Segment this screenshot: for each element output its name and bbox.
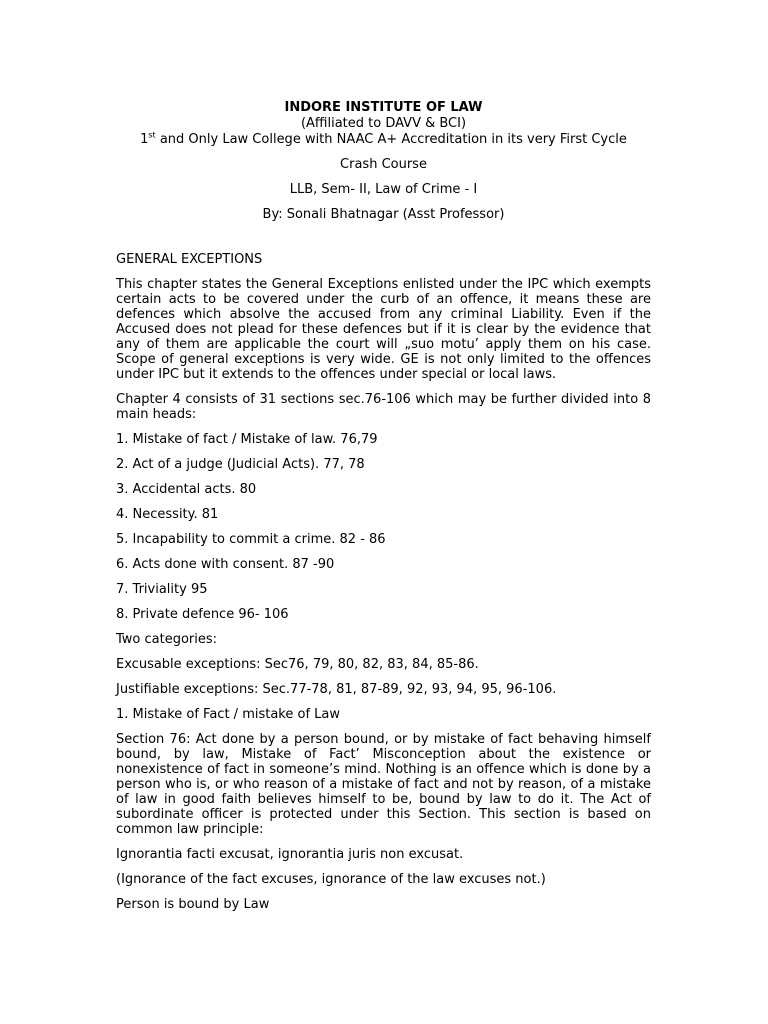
affiliation-line: (Affiliated to DAVV & BCI) xyxy=(300,116,467,131)
accreditation-number: 1 xyxy=(140,132,149,147)
list-item: 7. Triviality 95 xyxy=(116,582,208,597)
list-item: 4. Necessity. 81 xyxy=(116,507,219,522)
list-item: 5. Incapability to commit a crime. 82 - 86 xyxy=(116,532,386,547)
categories-title: Two categories: xyxy=(116,632,218,647)
list-item: 2. Act of a judge (Judicial Acts). 77, 78 xyxy=(116,457,365,472)
list-item: 6. Acts done with consent. 87 -90 xyxy=(116,557,335,572)
course-line: Crash Course xyxy=(340,157,427,172)
list-item: 1. Mistake of fact / Mistake of law. 76,79 xyxy=(116,432,378,447)
excusable-line: Excusable exceptions: Sec76, 79, 80, 82, 83, 84, 85-86. xyxy=(116,657,479,672)
author-line: By: Sonali Bhatnagar (Asst Professor) xyxy=(262,207,505,222)
last-line: Person is bound by Law xyxy=(116,897,270,912)
maxim-translation: (Ignorance of the fact excuses, ignorance of the law excuses not.) xyxy=(116,872,546,887)
subheading: 1. Mistake of Fact / mistake of Law xyxy=(116,707,341,722)
accreditation-superscript: st xyxy=(148,130,156,140)
accreditation-text: and Only Law College with NAAC A+ Accreditation in its very First Cycle xyxy=(155,132,627,147)
list-item: 3. Accidental acts. 80 xyxy=(116,482,257,497)
chapter-paragraph: Chapter 4 consists of 31 sections sec.76-106 which may be further divided into 8 main heads: xyxy=(116,392,651,422)
justifiable-line: Justifiable exceptions: Sec.77-78, 81, 87-89, 92, 93, 94, 95, 96-106. xyxy=(116,682,557,697)
accreditation-line xyxy=(116,132,651,147)
section-76-paragraph: Section 76: Act done by a person bound, or by mistake of fact behaving himself bound, by law, Mistake of Fact’ Misconception about the existence or nonexistence of fact in someone’s mind. Nothing is an offence which is done by a person who is, or who reason of a mistake of fact and not by reason, of a mistake of law in good faith believes himself to be, bound by law to do it. The Act of subordinate officer is protected under this Section. This section is based on common law principle: xyxy=(116,732,651,837)
intro-paragraph: This chapter states the General Exceptions enlisted under the IPC which exempts certain acts to be covered under the curb of an offence, it means these are defences which absolve the accused from any criminal Liability. Even if the Accused does not plead for these defences but if it is clear by the evidence that any of them are applicable the court will „suo motu’ apply them on his case. Scope of general exceptions is very wide. GE is not only limited to the offences under IPC but it extends to the offences under special or local laws. xyxy=(116,277,651,382)
institute-name: INDORE INSTITUTE OF LAW xyxy=(284,100,483,115)
list-item: 8. Private defence 96- 106 xyxy=(116,607,289,622)
subject-line: LLB, Sem- II, Law of Crime - I xyxy=(289,182,478,197)
section-title: GENERAL EXCEPTIONS xyxy=(116,252,263,267)
document-page xyxy=(116,100,651,912)
maxim-line: Ignorantia facti excusat, ignorantia juris non excusat. xyxy=(116,847,464,862)
